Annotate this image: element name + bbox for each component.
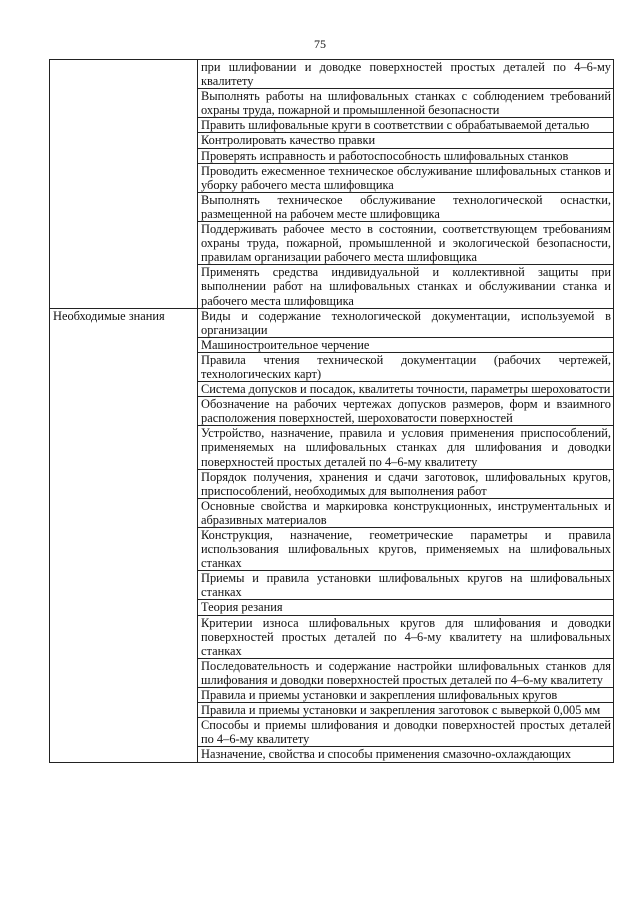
requirement-item: Назначение, свойства и способы применения смазочно-охлаждающих xyxy=(198,747,614,762)
requirement-item: Правила и приемы установки и закрепления заготовок с выверкой 0,005 мм xyxy=(198,703,614,718)
requirement-item: Порядок получения, хранения и сдачи заготовок, шлифовальных кругов, приспособлений, необходимых для выполнения работ xyxy=(198,469,614,498)
requirement-item: при шлифовании и доводке поверхностей простых деталей по 4–6-му квалитету xyxy=(198,60,614,89)
requirement-item: Применять средства индивидуальной и коллективной защиты при выполнении работ на шлифовальных станках и обслуживании станка и рабочего места шлифовщика xyxy=(198,265,614,308)
requirement-item: Выполнять техническое обслуживание технологической оснастки, размещенной на рабочем месте шлифовщика xyxy=(198,192,614,221)
requirement-item: Теория резания xyxy=(198,600,614,615)
table-body xyxy=(50,60,614,763)
requirement-item: Последовательность и содержание настройки шлифовальных станков для шлифования и доводки поверхностей простых деталей по 4–6-му квалитету xyxy=(198,658,614,687)
requirement-item: Приемы и правила установки шлифовальных кругов на шлифовальных станках xyxy=(198,571,614,600)
qualification-table xyxy=(49,59,614,763)
requirement-item: Критерии износа шлифовальных кругов для шлифования и доводки поверхностей простых деталей по 4–6-му квалитету на шлифовальных станках xyxy=(198,615,614,658)
requirement-item: Система допусков и посадок, квалитеты точности, параметры шероховатости xyxy=(198,382,614,397)
page-number: 75 xyxy=(314,37,326,51)
requirement-item: Машиностроительное черчение xyxy=(198,337,614,352)
requirement-item: Поддерживать рабочее место в состоянии, соответствующем требованиям охраны труда, пожарной, промышленной и экологической безопасности, правилам организации рабочего места шлифовщика xyxy=(198,222,614,265)
requirement-item: Обозначение на рабочих чертежах допусков размеров, форм и взаимного расположения поверхностей, шероховатости поверхностей xyxy=(198,397,614,426)
requirement-item: Проводить ежесменное техническое обслуживание шлифовальных станков и уборку рабочего места шлифовщика xyxy=(198,163,614,192)
requirement-item: Устройство, назначение, правила и условия применения приспособлений, применяемых на шлифовальных станках для шлифования и доводки поверхностей простых деталей по 4–6-му квалитету xyxy=(198,426,614,469)
row-label-cell xyxy=(50,60,198,309)
requirement-item: Править шлифовальные круги в соответствии с обрабатываемой деталью xyxy=(198,118,614,133)
requirement-item: Контролировать качество правки xyxy=(198,133,614,148)
requirement-item: Правила и приемы установки и закрепления шлифовальных кругов xyxy=(198,688,614,703)
requirement-item: Способы и приемы шлифования и доводки поверхностей простых деталей по 4–6-му квалитету xyxy=(198,718,614,747)
requirement-item: Проверять исправность и работоспособность шлифовальных станков xyxy=(198,148,614,163)
table-row xyxy=(50,60,614,89)
row-label-cell: Необходимые знания xyxy=(50,308,198,762)
requirement-item: Конструкция, назначение, геометрические параметры и правила использования шлифовальных кругов, применяемых на шлифовальных станках xyxy=(198,528,614,571)
requirement-item: Правила чтения технической документации (рабочих чертежей, технологических карт) xyxy=(198,352,614,381)
requirement-item: Основные свойства и маркировка конструкционных, инструментальных и абразивных материалов xyxy=(198,498,614,527)
requirement-item: Виды и содержание технологической документации, используемой в организации xyxy=(198,308,614,337)
table-row xyxy=(50,308,614,337)
requirement-item: Выполнять работы на шлифовальных станках с соблюдением требований охраны труда, пожарной и промышленной безопасности xyxy=(198,89,614,118)
